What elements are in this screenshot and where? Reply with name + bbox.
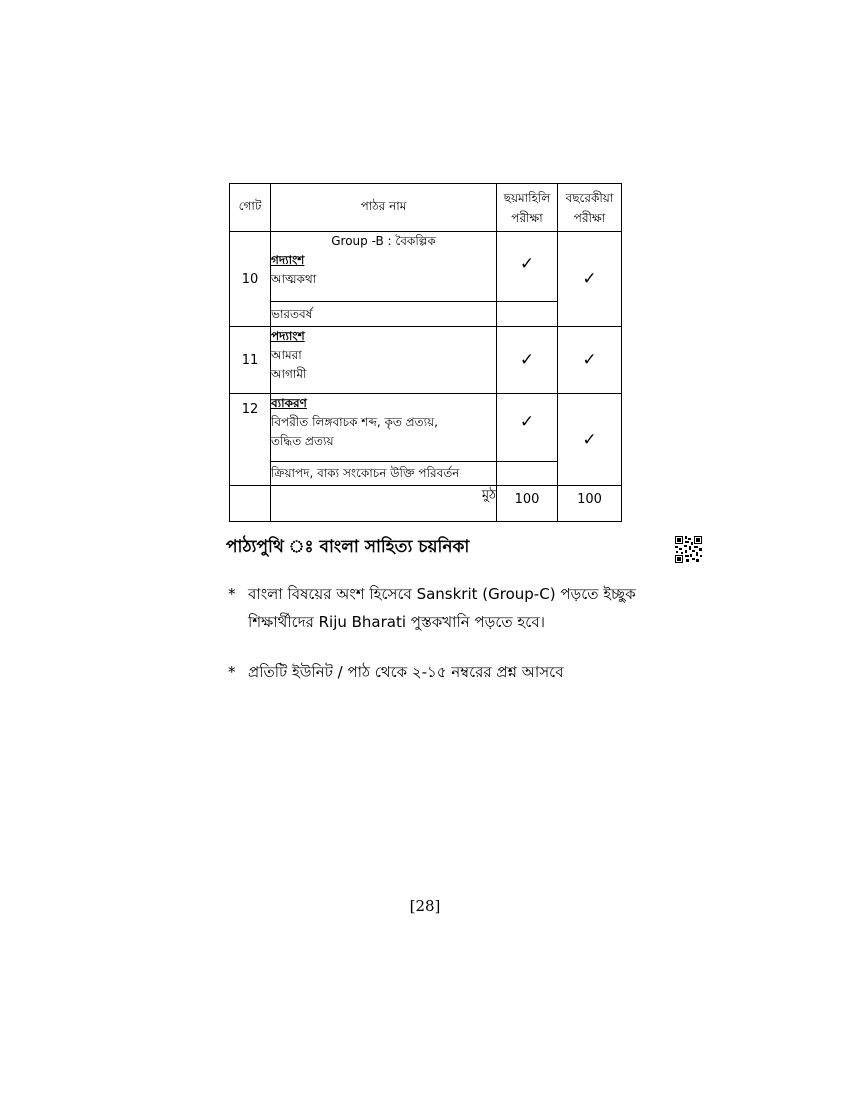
header-annual-line1: বছরেকীয়া (565, 190, 614, 205)
section-title: ব্যাকরণ (271, 396, 307, 410)
annual-check: ✓ (558, 394, 622, 486)
table-total-row (230, 486, 622, 522)
table-row (230, 327, 622, 394)
total-half-yearly: 100 (497, 486, 558, 522)
lesson-item: আত্মকথা (271, 272, 317, 286)
note-text: প্রতিটি ইউনিট / পাঠ থেকে ২-১৫ নম্বরের প্রশ্ন আসবে (248, 663, 564, 681)
note-item (228, 658, 564, 686)
lesson-cell (271, 394, 497, 462)
note-text: বাংলা বিষয়ের অংশ হিসেবে Sanskrit (Group-C) পড়তে ইচ্ছুক (248, 585, 636, 603)
lesson-item: আগামী (271, 367, 307, 381)
half-yearly-check: ✓ (497, 394, 558, 462)
lesson-cell (271, 232, 497, 302)
note-text: শিক্ষার্থীদের Riju Bharati পুস্তকখানি পড়তে হবে। (248, 613, 546, 631)
unit-number: 12 (230, 394, 271, 486)
lesson-cell (271, 327, 497, 394)
header-half-yearly-line1: ছয়মাহিলি (503, 190, 551, 205)
half-yearly-empty (497, 302, 558, 327)
table-row (230, 394, 622, 462)
header-half-yearly-line2: পরীক্ষা (511, 210, 543, 225)
lesson-item: ভারতবর্ষ (271, 302, 497, 327)
textbook-title: পাঠ্যপুথি ঃ বাংলা সাহিত্য চয়নিকা (226, 537, 470, 557)
note-line (228, 608, 636, 636)
lesson-item: তদ্ধিত প্রত্যয় (271, 434, 334, 448)
lesson-item: ক্রিয়াপদ, বাক্য সংকোচন উক্তি পরিবর্তন (271, 462, 497, 486)
lesson-item: আমরা (271, 348, 302, 362)
section-title: গদ্যাংশ (271, 253, 305, 267)
total-empty (230, 486, 271, 522)
header-annual-line2: পরীক্ষা (573, 210, 606, 225)
section-title: পদ্যাংশ (271, 329, 305, 343)
note-line (228, 658, 564, 686)
note-item (228, 580, 636, 636)
bullet-star: * (228, 663, 236, 681)
group-label: Group -B : বৈকল্পিক (331, 234, 436, 248)
half-yearly-empty (497, 462, 558, 486)
lesson-item: বিপরীত লিঙ্গবাচক শব্দ, কৃত প্রত্যয়, (271, 415, 438, 429)
bullet-star: * (228, 585, 236, 603)
syllabus-table (229, 183, 622, 522)
half-yearly-check: ✓ (497, 232, 558, 302)
header-half-yearly (497, 184, 558, 232)
page-number: [28] (409, 897, 441, 915)
header-unit: গোট (230, 184, 271, 232)
total-label: মুঠ (271, 486, 497, 522)
header-annual (558, 184, 622, 232)
annual-check: ✓ (558, 232, 622, 327)
total-annual: 100 (558, 486, 622, 522)
qr-code-icon (675, 536, 702, 563)
table-row (230, 232, 622, 302)
header-lesson-name: পাঠর নাম (271, 184, 497, 232)
table-header-row (230, 184, 622, 232)
annual-check: ✓ (558, 327, 622, 394)
half-yearly-check: ✓ (497, 327, 558, 394)
note-line (228, 580, 636, 608)
unit-number: 11 (230, 327, 271, 394)
unit-number: 10 (230, 232, 271, 327)
